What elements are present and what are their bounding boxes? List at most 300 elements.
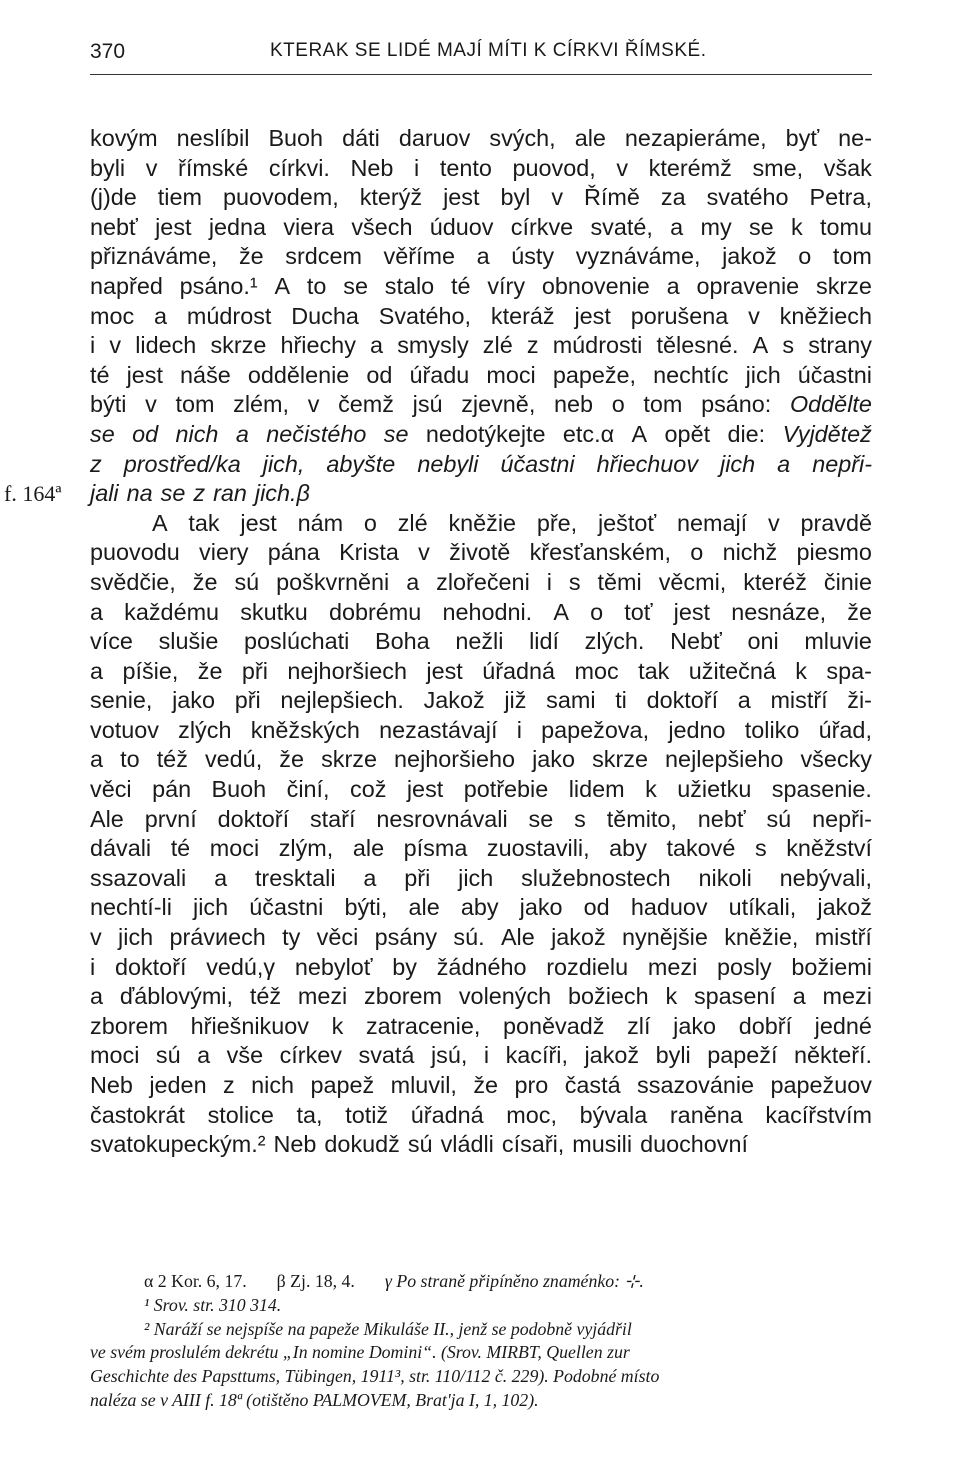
word: věci bbox=[90, 776, 132, 803]
word: jako bbox=[532, 746, 575, 773]
word: Římě bbox=[584, 184, 640, 211]
word: nich bbox=[175, 420, 219, 447]
word: častá bbox=[564, 1072, 621, 1098]
word: a bbox=[666, 272, 680, 299]
word: mluvie bbox=[804, 628, 872, 655]
word: prostřed/ka bbox=[123, 450, 241, 477]
word: i bbox=[483, 1042, 490, 1069]
word: múdrosti bbox=[552, 332, 643, 359]
word: zlých bbox=[178, 716, 232, 743]
word: spasenie. bbox=[771, 776, 872, 803]
word: a bbox=[406, 568, 420, 595]
word: služebnostech bbox=[521, 864, 671, 891]
text-line bbox=[90, 1041, 872, 1071]
running-title: KTERAK SE LIDÉ MAJÍ MÍTI K CÍRKVI ŘÍMSKÉ. bbox=[270, 40, 707, 61]
word: jedno bbox=[668, 716, 726, 743]
word: a bbox=[214, 864, 228, 891]
word: poškvrněni bbox=[276, 568, 390, 595]
word: křesťanském, bbox=[529, 539, 671, 566]
word: že bbox=[197, 657, 223, 684]
text-line bbox=[90, 509, 872, 539]
word: v bbox=[616, 154, 629, 181]
word: psáno.¹ bbox=[179, 272, 258, 299]
word: však bbox=[823, 154, 872, 181]
word: v bbox=[90, 924, 102, 951]
word: aby bbox=[460, 894, 499, 921]
word: musili bbox=[572, 1131, 633, 1158]
word: byli bbox=[90, 154, 126, 181]
word: nesrovnávali bbox=[376, 805, 508, 832]
word: se bbox=[343, 272, 368, 299]
word: nebyloť bbox=[294, 953, 373, 980]
word: tom bbox=[832, 243, 872, 270]
word: haduov bbox=[630, 894, 708, 921]
text-line bbox=[90, 864, 872, 894]
word: nikoli bbox=[698, 864, 752, 891]
word: viera bbox=[283, 213, 335, 240]
word: účastni bbox=[249, 894, 324, 921]
word: jich, bbox=[262, 450, 305, 477]
word: hřiechuov bbox=[596, 450, 699, 477]
word: kněžských bbox=[250, 716, 360, 743]
word: nebť bbox=[90, 213, 138, 240]
word: k bbox=[790, 213, 803, 240]
word: jakož bbox=[817, 894, 872, 921]
word: i bbox=[90, 332, 96, 359]
word: zlých. bbox=[584, 628, 645, 655]
word: utíkali, bbox=[728, 894, 797, 921]
word: ta, bbox=[296, 1101, 323, 1128]
word: užietku bbox=[677, 776, 752, 803]
page-number: 370 bbox=[90, 40, 126, 63]
word: vládli bbox=[440, 1131, 494, 1158]
word: právиech bbox=[169, 924, 266, 951]
text-line bbox=[90, 953, 872, 983]
word: nebť bbox=[697, 805, 746, 832]
word: tak bbox=[188, 509, 220, 536]
word: zborem bbox=[364, 983, 443, 1010]
word: jest bbox=[426, 657, 463, 684]
word: takové bbox=[666, 835, 736, 862]
word: jich bbox=[118, 924, 154, 951]
word: zatracenie, bbox=[365, 1012, 481, 1039]
word: nečistého bbox=[266, 420, 367, 447]
footnote-alpha: α 2 Kor. 6, 17. bbox=[144, 1271, 247, 1291]
word: oni bbox=[747, 628, 779, 655]
word: činie bbox=[823, 568, 872, 595]
word: piesmo bbox=[796, 539, 872, 566]
text-line bbox=[90, 805, 872, 835]
word: té bbox=[451, 272, 471, 299]
word: činí, bbox=[286, 776, 330, 803]
text-line bbox=[90, 745, 872, 775]
text-line bbox=[90, 568, 872, 598]
word: bývala bbox=[579, 1101, 648, 1128]
text-line bbox=[90, 390, 872, 420]
text-line bbox=[90, 124, 872, 154]
word: a bbox=[90, 746, 104, 773]
word: raněna bbox=[669, 1101, 743, 1128]
text-line bbox=[90, 657, 872, 687]
text-line bbox=[90, 331, 872, 361]
word: tělesné. bbox=[656, 332, 739, 359]
word: božiech bbox=[568, 983, 649, 1010]
word: vedú,γ bbox=[206, 953, 276, 980]
word: žádného bbox=[436, 953, 527, 980]
word: i bbox=[90, 953, 96, 980]
word: A bbox=[553, 598, 569, 625]
text-line bbox=[90, 420, 872, 450]
word: píšie, bbox=[122, 657, 179, 684]
word: doktoří bbox=[646, 687, 719, 714]
word: jich bbox=[720, 450, 756, 477]
word: moc bbox=[574, 657, 619, 684]
word: k bbox=[331, 1012, 344, 1039]
word: též bbox=[156, 746, 188, 773]
word: kteréž bbox=[743, 568, 807, 595]
word: a bbox=[154, 302, 168, 329]
footnote-2-line: ² Naráží se nejspíše na papeže Mikuláše II., jenž se podobně vyjádřil bbox=[144, 1318, 632, 1339]
word: psány bbox=[374, 924, 438, 951]
word: jako bbox=[519, 894, 563, 921]
word: jakož bbox=[551, 924, 606, 951]
word: tomu bbox=[819, 213, 872, 240]
word: moc, bbox=[506, 1101, 557, 1128]
word: vše bbox=[226, 1042, 264, 1069]
text-line bbox=[90, 834, 872, 864]
word: nám bbox=[297, 509, 344, 536]
word: dokudž bbox=[324, 1131, 400, 1158]
word: Ducha bbox=[291, 302, 359, 329]
text-line bbox=[90, 1071, 872, 1101]
text-line bbox=[90, 598, 872, 628]
word: více bbox=[90, 628, 133, 655]
word: kněžie, bbox=[724, 924, 799, 951]
word: mistří bbox=[770, 687, 828, 714]
footnote-row-greek bbox=[90, 1270, 872, 1294]
text-line bbox=[90, 154, 872, 184]
word: lidí bbox=[529, 628, 559, 655]
word: mezi bbox=[647, 953, 698, 980]
text-line bbox=[90, 272, 872, 302]
word: Vyjdětež bbox=[782, 420, 872, 447]
word: etc.α bbox=[562, 420, 615, 447]
word: Ale bbox=[90, 805, 124, 832]
word: zlém, bbox=[233, 391, 290, 418]
word: ale bbox=[408, 894, 440, 921]
word: ssazovánie bbox=[637, 1072, 755, 1098]
word: staří bbox=[309, 805, 356, 832]
word: tresktali bbox=[254, 864, 336, 891]
text-line bbox=[90, 302, 872, 332]
text-line bbox=[90, 361, 872, 391]
word: kněžství bbox=[786, 835, 872, 862]
word: s bbox=[754, 835, 767, 862]
word: A bbox=[752, 332, 769, 359]
text-line bbox=[90, 538, 872, 568]
word: za bbox=[660, 184, 686, 211]
word: účastni bbox=[500, 450, 575, 477]
word: zlořečeni bbox=[436, 568, 530, 595]
word: o bbox=[590, 598, 604, 625]
word: nehodni. bbox=[442, 598, 533, 625]
word: ran bbox=[213, 480, 247, 507]
text-line bbox=[90, 627, 872, 657]
word: volených bbox=[458, 983, 552, 1010]
word: strany bbox=[808, 332, 872, 359]
word: ne- bbox=[838, 125, 872, 151]
word: kněžie bbox=[448, 509, 517, 536]
word: jako bbox=[172, 687, 216, 714]
word: my bbox=[700, 213, 732, 240]
word: napřed bbox=[90, 272, 163, 299]
word: častokrát bbox=[90, 1101, 185, 1128]
word: písma bbox=[403, 835, 468, 862]
word: tom bbox=[175, 391, 215, 418]
word: puovod, bbox=[512, 154, 596, 181]
word: že bbox=[192, 568, 218, 595]
word: Petra, bbox=[809, 184, 872, 211]
word: o bbox=[798, 243, 812, 270]
word: múdrost bbox=[186, 302, 272, 329]
footnote-2-line: Geschichte des Papsttums, Tübingen, 1911³, str. 110/112 č. 229). Podobné místo bbox=[90, 1366, 660, 1387]
word: zlé bbox=[397, 509, 428, 536]
text-line bbox=[90, 775, 872, 805]
word: nemají bbox=[676, 509, 748, 536]
word: jich bbox=[458, 864, 494, 891]
word: a bbox=[670, 213, 684, 240]
word: při bbox=[404, 864, 431, 891]
word: s bbox=[574, 805, 586, 832]
word: mluvil, bbox=[390, 1072, 457, 1098]
word: Nebť bbox=[670, 628, 722, 655]
word: to bbox=[306, 272, 327, 299]
word: hřiešnikuov bbox=[190, 1012, 309, 1039]
word: abyšte bbox=[326, 450, 396, 477]
word: víry bbox=[487, 272, 526, 299]
word: že bbox=[473, 1072, 499, 1098]
word: úřadu bbox=[409, 361, 470, 388]
word: lidech bbox=[135, 332, 197, 359]
word: nechtíc bbox=[653, 361, 729, 388]
word: tak bbox=[638, 657, 670, 684]
word: svatá bbox=[358, 1042, 415, 1069]
word: a bbox=[235, 420, 249, 447]
word: církvi. bbox=[268, 154, 330, 181]
word: všecky bbox=[800, 746, 872, 773]
word: totiž bbox=[345, 1101, 389, 1128]
header-rule bbox=[90, 74, 872, 75]
word: stolice bbox=[207, 1101, 274, 1128]
word: Neb bbox=[90, 1072, 133, 1098]
word: potřebie bbox=[463, 776, 549, 803]
word: Oddělte bbox=[789, 391, 872, 418]
word: první bbox=[144, 805, 197, 832]
word: nesnáze, bbox=[731, 598, 827, 625]
word: jest bbox=[406, 776, 444, 803]
word: a bbox=[90, 598, 104, 625]
word: mezi bbox=[822, 983, 872, 1010]
word: moci bbox=[486, 361, 536, 388]
word: sami bbox=[546, 687, 596, 714]
word: dáti bbox=[342, 125, 380, 151]
word: moc bbox=[90, 302, 135, 329]
word: votuov bbox=[90, 716, 159, 743]
word: v bbox=[418, 539, 430, 566]
word: nejlepšieho bbox=[665, 746, 784, 773]
word: dobrému bbox=[328, 598, 422, 625]
word: svaté, bbox=[590, 213, 653, 240]
word: při bbox=[241, 657, 268, 684]
word: a bbox=[90, 657, 104, 684]
word: rozdielu bbox=[546, 953, 629, 980]
word: božiemi bbox=[791, 953, 872, 980]
text-line bbox=[90, 479, 872, 509]
word: dávali bbox=[90, 835, 152, 862]
word: A bbox=[152, 509, 168, 536]
word: nepři- bbox=[812, 450, 872, 477]
word: papeže, bbox=[552, 361, 637, 388]
text-line bbox=[90, 686, 872, 716]
word: nezapieráme, bbox=[624, 125, 767, 151]
word: v bbox=[767, 509, 780, 536]
word: Neb bbox=[350, 154, 394, 181]
body-text bbox=[90, 124, 872, 1160]
footnote-gamma: γ Po straně připíněno znaménko: ⊹. bbox=[384, 1271, 644, 1291]
word: v bbox=[145, 391, 157, 418]
word: aby bbox=[609, 835, 647, 862]
word: úřadná bbox=[410, 1101, 484, 1128]
word: někteří. bbox=[793, 1042, 872, 1069]
word: kterýž bbox=[359, 184, 423, 211]
word: i bbox=[516, 716, 522, 743]
word: čemž bbox=[338, 391, 394, 418]
word: puovodem, bbox=[222, 184, 339, 211]
word: těmito, bbox=[606, 805, 677, 832]
word: ži- bbox=[847, 687, 872, 714]
word: náše bbox=[180, 361, 231, 388]
word: Buoh bbox=[268, 125, 324, 151]
word: Krista bbox=[339, 539, 399, 566]
word: tom bbox=[643, 391, 683, 418]
word: jest bbox=[155, 213, 192, 240]
word: vedú, bbox=[204, 746, 263, 773]
word: k bbox=[645, 776, 657, 803]
word: psáno: bbox=[701, 391, 772, 418]
word: nežli bbox=[455, 628, 504, 655]
word: Jakož bbox=[423, 687, 485, 714]
word: užitečná bbox=[688, 657, 776, 684]
word: mistří bbox=[814, 924, 872, 951]
word: papež bbox=[310, 1072, 375, 1098]
word: svatého bbox=[706, 184, 789, 211]
word: nejhoršiech bbox=[287, 657, 407, 684]
word: ještoť bbox=[597, 509, 657, 536]
word: úduov bbox=[429, 213, 494, 240]
word: nichž bbox=[722, 539, 778, 566]
word: skrze bbox=[321, 746, 377, 773]
word: smysly bbox=[397, 332, 469, 359]
word: jest bbox=[126, 361, 163, 388]
word: slušie bbox=[158, 628, 219, 655]
word: římské bbox=[178, 154, 249, 181]
word: doktoří bbox=[217, 805, 290, 832]
word: v bbox=[145, 154, 158, 181]
word: skrze bbox=[210, 332, 267, 359]
word: ústy bbox=[511, 243, 555, 270]
word: srdcem bbox=[285, 243, 362, 270]
word: nechtí-li bbox=[90, 894, 172, 921]
word: doktoří bbox=[114, 953, 187, 980]
word: daruov bbox=[398, 125, 471, 151]
word: kterémž bbox=[648, 154, 732, 181]
word: ďáblovými, bbox=[119, 983, 234, 1010]
word: nejlepšiech. bbox=[280, 687, 404, 714]
word: jsú bbox=[412, 391, 443, 418]
word: a bbox=[476, 243, 490, 270]
word: opravenie bbox=[696, 272, 800, 299]
word: ty bbox=[282, 924, 301, 951]
word: porušena bbox=[630, 302, 729, 329]
word: oddělenie bbox=[247, 361, 350, 388]
word: nejhoršieho bbox=[394, 746, 515, 773]
word: jakož bbox=[584, 1042, 640, 1069]
word: o bbox=[363, 509, 377, 536]
word: byl bbox=[500, 184, 531, 211]
word: což bbox=[350, 776, 387, 803]
word: od bbox=[132, 420, 159, 447]
word: sú bbox=[234, 568, 260, 595]
word: od bbox=[583, 894, 610, 921]
word: zlí bbox=[627, 1012, 651, 1039]
word: s bbox=[782, 332, 795, 359]
footnotes bbox=[90, 1270, 872, 1413]
word: býti, bbox=[344, 894, 388, 921]
word: stalo bbox=[384, 272, 435, 299]
word: hřiechy bbox=[280, 332, 356, 359]
word: jsú, bbox=[430, 1042, 468, 1069]
word: obnovenie bbox=[541, 272, 650, 299]
text-line bbox=[90, 1130, 872, 1160]
word: jest bbox=[673, 598, 711, 625]
word: opět bbox=[664, 420, 711, 447]
word: skutku bbox=[240, 598, 308, 625]
word: církve bbox=[510, 213, 574, 240]
word: té bbox=[90, 361, 110, 388]
word: ssazovali bbox=[90, 864, 187, 891]
word: skrze bbox=[816, 272, 872, 299]
word: sú bbox=[766, 805, 792, 832]
word: od bbox=[366, 361, 393, 388]
word: pro bbox=[514, 1072, 549, 1098]
word: vyznáváme, bbox=[575, 243, 701, 270]
word: byť bbox=[785, 125, 820, 151]
word: býti bbox=[90, 391, 127, 418]
word: viery bbox=[199, 539, 249, 566]
word: poslúchati bbox=[244, 628, 350, 655]
word: skrze bbox=[592, 746, 648, 773]
word: účastni bbox=[797, 361, 872, 388]
footnote-2-line: naléza se v AIII f. 18ª (otištěno PALMOVEM, Brat'ja I, 1, 102). bbox=[90, 1389, 539, 1410]
footnote-1: ¹ Srov. str. 310 314. bbox=[144, 1294, 282, 1315]
word: s bbox=[568, 568, 581, 595]
word: věci bbox=[316, 924, 359, 951]
footnote-beta: β Zj. 18, 4. bbox=[276, 1271, 355, 1291]
word: a bbox=[90, 983, 104, 1010]
word: Svatého, bbox=[378, 302, 472, 329]
word: a bbox=[370, 332, 384, 359]
word: senie, bbox=[90, 687, 153, 714]
